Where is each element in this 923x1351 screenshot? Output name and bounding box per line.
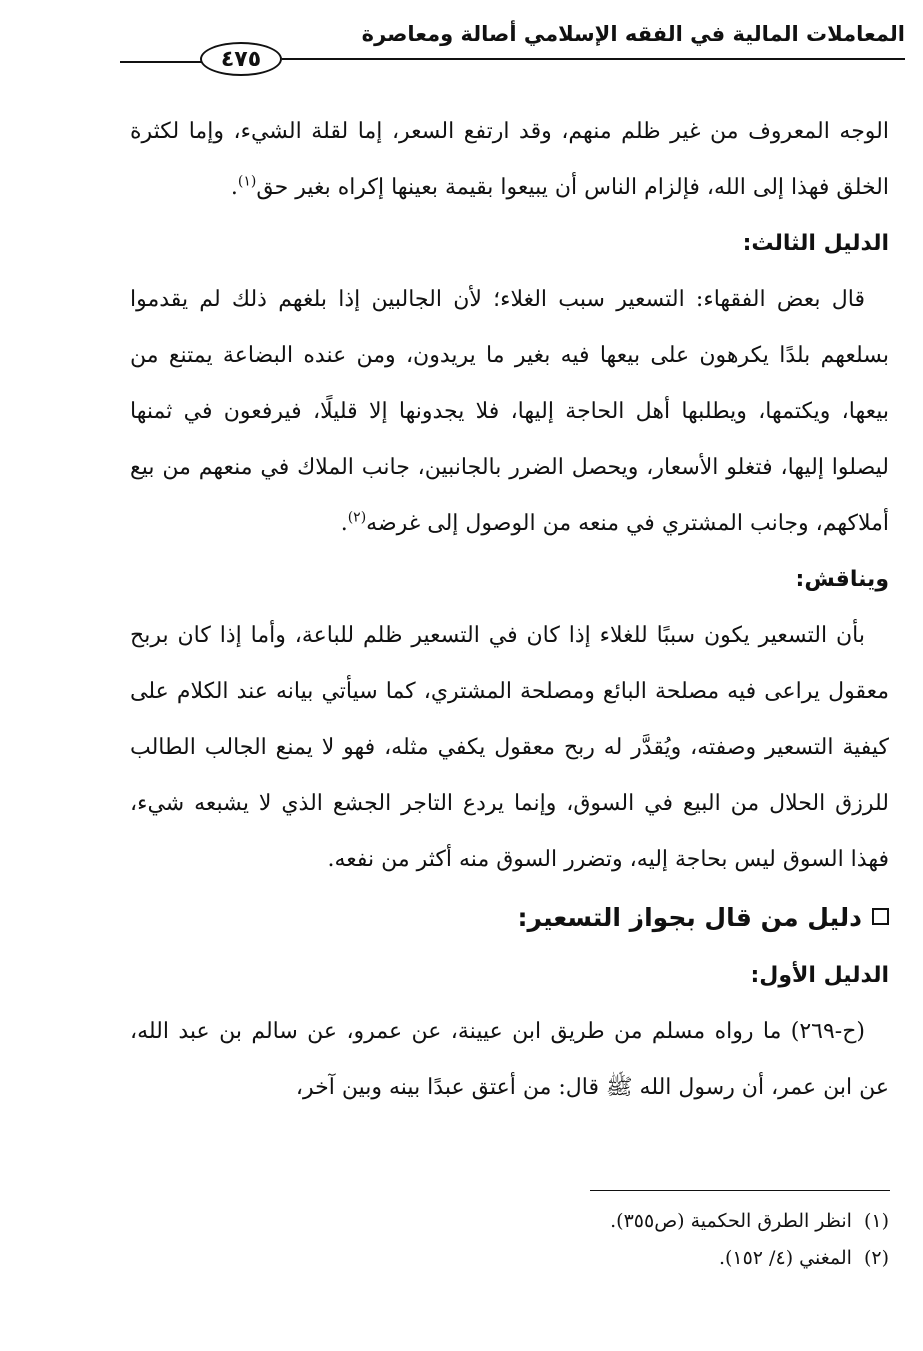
paragraph-1 — [130, 104, 889, 216]
footnote-rule — [590, 1190, 890, 1191]
footnote-ref-2: (٢) — [347, 509, 367, 526]
paragraph-3: بأن التسعير يكون سببًا للغلاء إذا كان في التسعير ظلم للباعة، وأما إذا كان بربح معقول يراعى فيه مصلحة البائع ومصلحة المشتري، كما سيأتي بيانه عند الكلام على كيفية التسعير وصفته، ويُقدَّر له ربح معقول يكفي مثله، فهو لا يمنع الجالب الطالب للرزق الحلال من البيع في السوق، وإنما يردع التاجر الجشع الذي لا يشبعه شيء، فهذا السوق ليس بحاجة إليه، وتضرر السوق منه أكثر من نفعه. — [130, 623, 889, 872]
body-text — [130, 104, 889, 1116]
paragraph-2 — [130, 272, 889, 552]
square-bullet-icon — [872, 908, 889, 925]
paragraph-2-text: قال بعض الفقهاء: التسعير سبب الغلاء؛ لأن الجالبين إذا بلغهم ذلك لم يقدموا بسلعهم بلدًا يكرهون على بيعها فيه بغير ما يريدون، ومن عنده البضاعة يمتنع من بيعها، ويكتمها، ويطلبها أهل الحاجة إليها، فلا يجدونها إلا قليلًا، فيرفعون في ثمنها ليصلوا إليها، فتغلو الأسعار، ويحصل الضرر بالجانبين، جانب الملاك في منعهم من بيع أملاكهم، وجانب المشتري في منعه من الوصول إلى غرضه — [130, 287, 889, 536]
section-heading — [130, 888, 889, 948]
paragraph-1-end: . — [230, 175, 238, 200]
footnote-2 — [130, 1240, 889, 1277]
heading-first-evidence: الدليل الأول: — [750, 963, 889, 988]
paragraph-1-text: الوجه المعروف من غير ظلم منهم، وقد ارتفع السعر، إما لقلة الشيء، وإما لكثرة الخلق فهذا إلى الله، فإلزام الناس أن يبيعوا بقيمة بعينها إكراه بغير حق — [130, 119, 889, 200]
footnote-1 — [130, 1203, 889, 1240]
page-number: ٤٧٥ — [200, 42, 282, 76]
footnote-2-text: المغني (٤/ ١٥٢). — [718, 1247, 852, 1269]
footnote-1-mark: (١) — [863, 1210, 889, 1232]
paragraph-4: (ح-٢٦٩) ما رواه مسلم من طريق ابن عيينة، عن عمرو، عن سالم بن عبد الله، عن ابن عمر، أن رسول الله ﷺ قال: من أعتق عبدًا بينه وبين آخر، — [130, 1019, 889, 1100]
footnotes — [130, 1203, 889, 1277]
footnote-1-text: انظر الطرق الحكمية (ص٣٥٥). — [610, 1210, 852, 1232]
footnote-2-mark: (٢) — [863, 1247, 889, 1269]
heading-third-evidence: الدليل الثالث: — [742, 231, 889, 256]
heading-discussion: ويناقش: — [795, 567, 889, 592]
running-title: المعاملات المالية في الفقه الإسلامي أصالة ومعاصرة — [361, 22, 905, 46]
section-heading-text: دليل من قال بجواز التسعير: — [517, 903, 862, 932]
footnote-ref-1: (١) — [237, 173, 257, 190]
paragraph-2-end: . — [340, 511, 348, 536]
header-rule-right — [282, 58, 905, 60]
header-rule-left — [120, 61, 202, 63]
